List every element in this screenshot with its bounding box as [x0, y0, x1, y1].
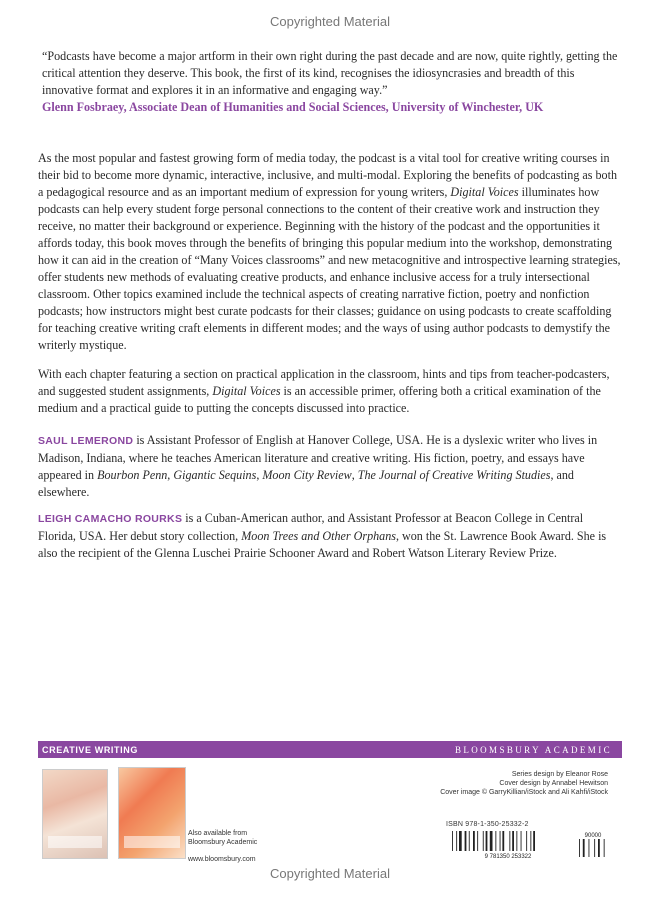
desc-text: As the most popular and fastest growing form of media today, the podcast is a vital tool for creative writing courses in their bid to become more dynamic, interactive, inclusive, and multi-modal. Exploring the benefits of podcasting as both a pedagogical resource and as an important medium of expression for young writers, — [38, 151, 618, 199]
author-name: SAUL LEMEROND — [38, 435, 134, 447]
barcode-icon — [448, 831, 568, 859]
book-title-italic: Digital Voices — [450, 185, 519, 199]
cover-footer — [38, 741, 622, 865]
author-bio-saul: SAUL LEMEROND is Assistant Professor of English at Hanover College, USA. He is a dyslexic writer who lives in Madison, Indiana, where he teaches American literature and creative writing. His fiction, poetry, and essays have appeared in Bourbon Penn, Gigantic Sequins, Moon City Review, The Journal of Creative Writing Studies, and elsewhere. — [38, 433, 598, 499]
work-title: Gigantic Sequins — [173, 468, 257, 482]
category-label: CREATIVE WRITING — [42, 744, 138, 755]
author-name: LEIGH CAMACHO ROURKS — [38, 513, 183, 525]
barcode-addon-icon — [576, 831, 610, 859]
work-title: The Journal of Creative Writing Studies — [357, 468, 551, 482]
watermark-bottom: Copyrighted Material — [270, 866, 390, 881]
watermark-top: Copyrighted Material — [270, 14, 390, 29]
desc-text: With each chapter featuring a section on practical application in the classroom, hints and tips from teacher-podcasters, and suggested student assignments, — [38, 367, 610, 398]
related-book-cover-2 — [118, 767, 186, 859]
bio-text: is a Cuban-American author, and Assistant Professor at Beacon College in Central Florida, USA. Her debut story collection, — [38, 511, 584, 543]
credit-line: Cover image © GarryKillian/iStock and Ali Kahfi/iStock — [440, 789, 608, 796]
website-link[interactable]: www.bloomsbury.com — [188, 856, 256, 863]
book-title-italic: Digital Voices — [212, 384, 281, 398]
credit-line: Cover design by Annabel Hewitson — [499, 780, 608, 787]
book-cover-label — [48, 836, 102, 848]
quote-text: “Podcasts have become a major artform in their own right during the past decade and are now, quite rightly, getting the critical attention they deserve. This book, the first of its kind, recognises the idiosyncrasies and breadth of this innovative format and explores it in an informative and engaging way.” — [42, 49, 618, 97]
isbn-label: ISBN 978-1-350-25332-2 — [446, 821, 529, 828]
desc-text: illuminates how podcasts can help every student forge personal connections to the content of their creative work and instruction they receive, no matter their background or experience. Beginning with the history of the podcast and the opportunities it affords today, this book moves through the benefits of bringing this popular medium into the workshop, demonstrating how it can aid in the creation of “Many Voices classrooms” and new metacognitive and introspective learning strategies, offer students new methods of evaluating creative products, and enhance inclusive access for a truly intersectional classroom. Other topics examined include the technical aspects of creating narrative fiction, poetry and nonfiction podcasts; how instructors might best curate podcasts for their classes; guidance on using podcasts to create scaffolding for teaching creative writing craft elements in different modes; and the ways of using author podcasts to demystify the writerly mystique. — [38, 185, 621, 352]
bio-text: , won the St. Lawrence Book Award. She is also the recipient of the Glenna Luschei Prairie Schooner Award and Robert Watson Literary Review Prize. — [38, 529, 607, 560]
publisher-label: BLOOMSBURY ACADEMIC — [454, 744, 612, 755]
book-cover-label — [124, 836, 180, 848]
endorsement-quote — [38, 48, 622, 116]
design-credits — [440, 770, 608, 797]
author-bio-leigh — [38, 510, 622, 562]
credit-line: Series design by Eleanor Rose — [511, 771, 608, 778]
also-available-line: Bloomsbury Academic — [188, 839, 258, 846]
bio-text: , and elsewhere. — [38, 468, 574, 499]
desc-text: is an accessible primer, offering both a critical examination of the medium and a practical guide to putting the concepts discussed into practice. — [38, 384, 601, 415]
description-paragraph-2 — [38, 366, 622, 417]
addon-digits: 90000 — [584, 833, 602, 839]
work-title: Bourbon Penn — [97, 468, 168, 482]
also-available — [188, 829, 257, 864]
bio-text: is Assistant Professor of English at Hanover College, USA. He is a dyslexic writer who lives in Madison, Indiana, where he teaches American literature and creative writing. His fiction, poetry, and essays have appeared in — [38, 433, 598, 482]
quote-attribution: Glenn Fosbraey, Associate Dean of Humanities and Social Sciences, University of Winchester, UK — [42, 100, 544, 114]
work-title: Moon Trees and Other Orphans — [241, 529, 396, 543]
work-title: Moon City Review — [262, 468, 352, 482]
description-paragraph-1 — [38, 150, 622, 354]
related-book-cover-1 — [42, 769, 108, 859]
category-band — [38, 741, 622, 758]
also-available-line: Also available from — [188, 830, 248, 837]
barcode-digits: 9 781350 253322 — [484, 854, 532, 859]
